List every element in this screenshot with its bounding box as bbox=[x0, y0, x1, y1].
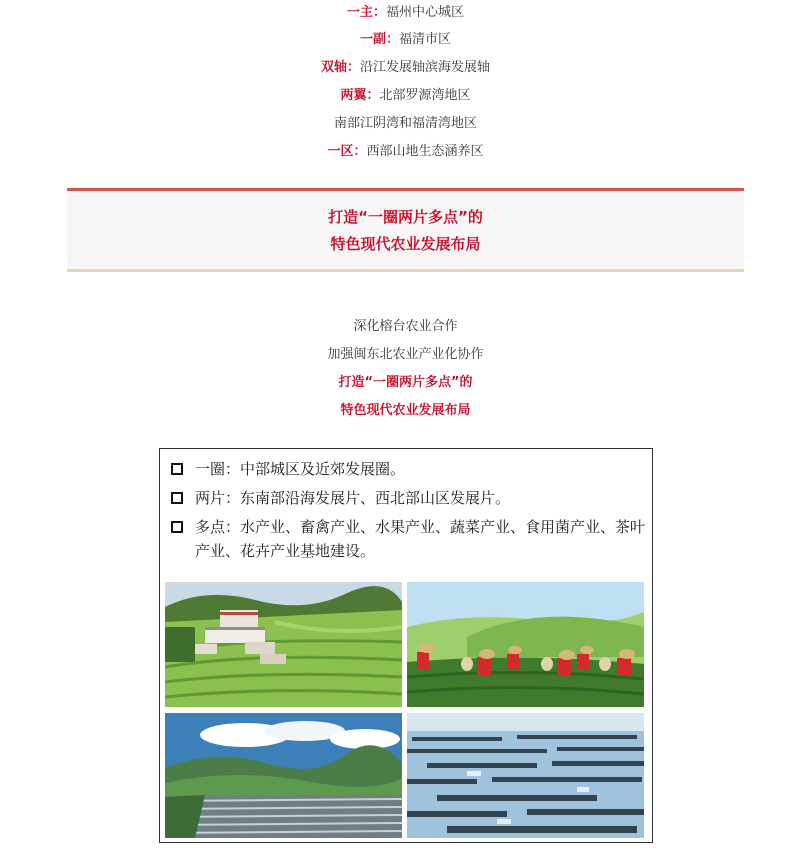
layout-item bbox=[0, 26, 811, 54]
layout-item-value: 西部山地生态涵养区 bbox=[366, 144, 484, 159]
paragraph-line: 加强闽东北农业产业化协作 bbox=[327, 347, 484, 362]
paragraph-line-highlight: 打造“一圈两片多点”的 bbox=[338, 375, 473, 390]
layout-item bbox=[0, 82, 811, 110]
layout-item-key: 一副： bbox=[359, 32, 399, 47]
bullet-text: 一圈：中部城区及近郊发展圈。 bbox=[195, 460, 406, 478]
layout-item-value: 沿江发展轴滨海发展轴 bbox=[360, 60, 491, 75]
greenhouse-valley-photo bbox=[165, 713, 402, 838]
section-banner bbox=[67, 188, 744, 272]
bullet-text: 两片：东南部沿海发展片、西北部山区发展片。 bbox=[195, 489, 511, 507]
agriculture-layout-figure bbox=[159, 448, 653, 843]
layout-item bbox=[0, 110, 811, 138]
terraced-village-photo bbox=[165, 582, 402, 707]
spatial-layout-list bbox=[0, 0, 811, 166]
intro-paragraph bbox=[0, 313, 811, 425]
paragraph-line: 深化榕台农业合作 bbox=[353, 319, 458, 334]
bullet-item bbox=[170, 486, 650, 510]
layout-item-key: 双轴： bbox=[320, 60, 360, 75]
layout-item bbox=[0, 0, 811, 26]
layout-item-value: 福清市区 bbox=[399, 32, 452, 47]
banner-line: 打造“一圈两片多点”的 bbox=[328, 208, 483, 226]
layout-item-value: 北部罗源湾地区 bbox=[379, 88, 471, 103]
aquaculture-rafts-photo bbox=[407, 713, 644, 838]
tea-picking-photo bbox=[407, 582, 644, 707]
layout-item-key: 一区： bbox=[327, 144, 367, 159]
bullet-item bbox=[170, 515, 650, 563]
paragraph-line-highlight: 特色现代农业发展布局 bbox=[340, 403, 471, 418]
bullet-text: 多点：水产业、畜禽产业、水果产业、蔬菜产业、食用菌产业、茶叶产业、花卉产业基地建设。 bbox=[195, 518, 646, 560]
layout-item-key: 一主： bbox=[346, 5, 386, 20]
layout-item-key: 两翼： bbox=[340, 88, 380, 103]
banner-line: 特色现代农业发展布局 bbox=[330, 235, 481, 253]
layout-item-value: 南部江阴湾和福清湾地区 bbox=[333, 116, 477, 131]
square-bullet-icon bbox=[171, 463, 183, 475]
square-bullet-icon bbox=[171, 492, 183, 504]
bullet-list bbox=[170, 457, 650, 568]
layout-item bbox=[0, 54, 811, 82]
square-bullet-icon bbox=[171, 521, 183, 533]
bullet-item bbox=[170, 457, 650, 481]
layout-item bbox=[0, 138, 811, 166]
layout-item-value: 福州中心城区 bbox=[386, 5, 465, 20]
